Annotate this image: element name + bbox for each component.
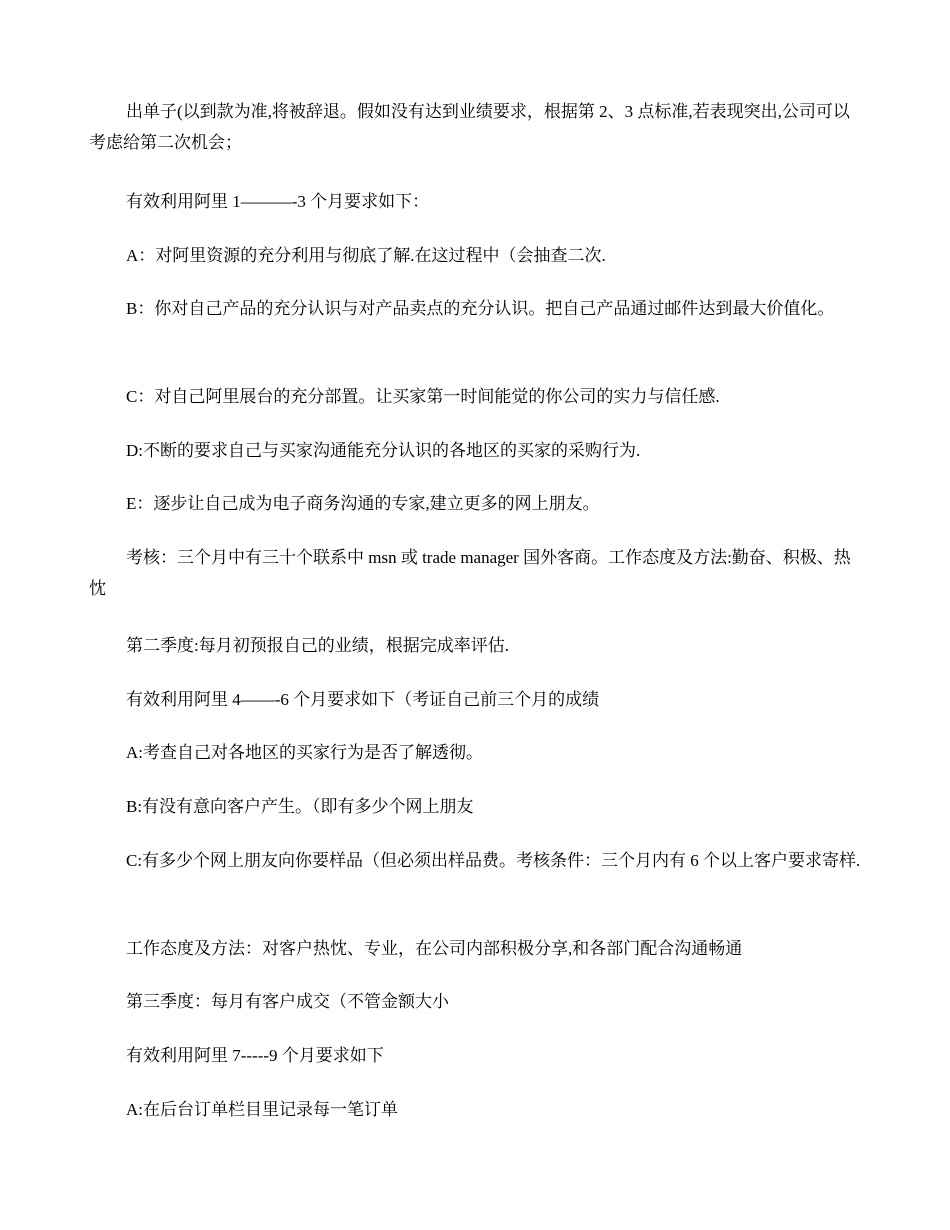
paragraph-12: B:有没有意向客户产生。（即有多少个网上朋友 xyxy=(126,797,474,816)
paragraph-8: 考核：三个月中有三十个联系中 msn 或 trade manager 国外客商。工作态度及方法:勤奋、积极、热忱 xyxy=(89,548,851,598)
paragraph-3: A：对阿里资源的充分利用与彻底了解.在这过程中（会抽查二次. xyxy=(126,246,606,265)
paragraph-10: 有效利用阿里 4——-6 个月要求如下（考证自己前三个月的成绩 xyxy=(126,690,600,709)
paragraph-11: A:考查自己对各地区的买家行为是否了解透彻。 xyxy=(126,743,483,762)
paragraph-5: C：对自己阿里展台的充分部置。让买家第一时间能觉的你公司的实力与信任感. xyxy=(126,387,720,406)
paragraph-4: B：你对自己产品的充分认识与对产品卖点的充分认识。把自己产品通过邮件达到最大价值化。 xyxy=(126,299,835,318)
paragraph-17: A:在后台订单栏目里记录每一笔订单 xyxy=(126,1100,398,1119)
paragraph-6: D:不断的要求自己与买家沟通能充分认识的各地区的买家的采购行为. xyxy=(126,441,641,460)
paragraph-1: 出单子(以到款为准,将被辞退。假如没有达到业绩要求，根据第 2、3 点标准,若表现突出,公司可以考虑给第二次机会； xyxy=(89,102,850,152)
paragraph-15: 第三季度：每月有客户成交（不管金额大小 xyxy=(126,992,449,1011)
paragraph-9: 第二季度:每月初预报自己的业绩，根据完成率评估. xyxy=(126,636,509,655)
paragraph-14: 工作态度及方法：对客户热忱、专业，在公司内部积极分享,和各部门配合沟通畅通 xyxy=(126,939,743,958)
paragraph-16: 有效利用阿里 7-----9 个月要求如下 xyxy=(126,1046,384,1065)
paragraph-2: 有效利用阿里 1———-3 个月要求如下： xyxy=(126,192,430,211)
paragraph-7: E：逐步让自己成为电子商务沟通的专家,建立更多的网上朋友。 xyxy=(126,494,600,513)
paragraph-13: C:有多少个网上朋友向你要样品（但必须出样品费。考核条件：三个月内有 6 个以上客户要求寄样. xyxy=(126,851,861,870)
